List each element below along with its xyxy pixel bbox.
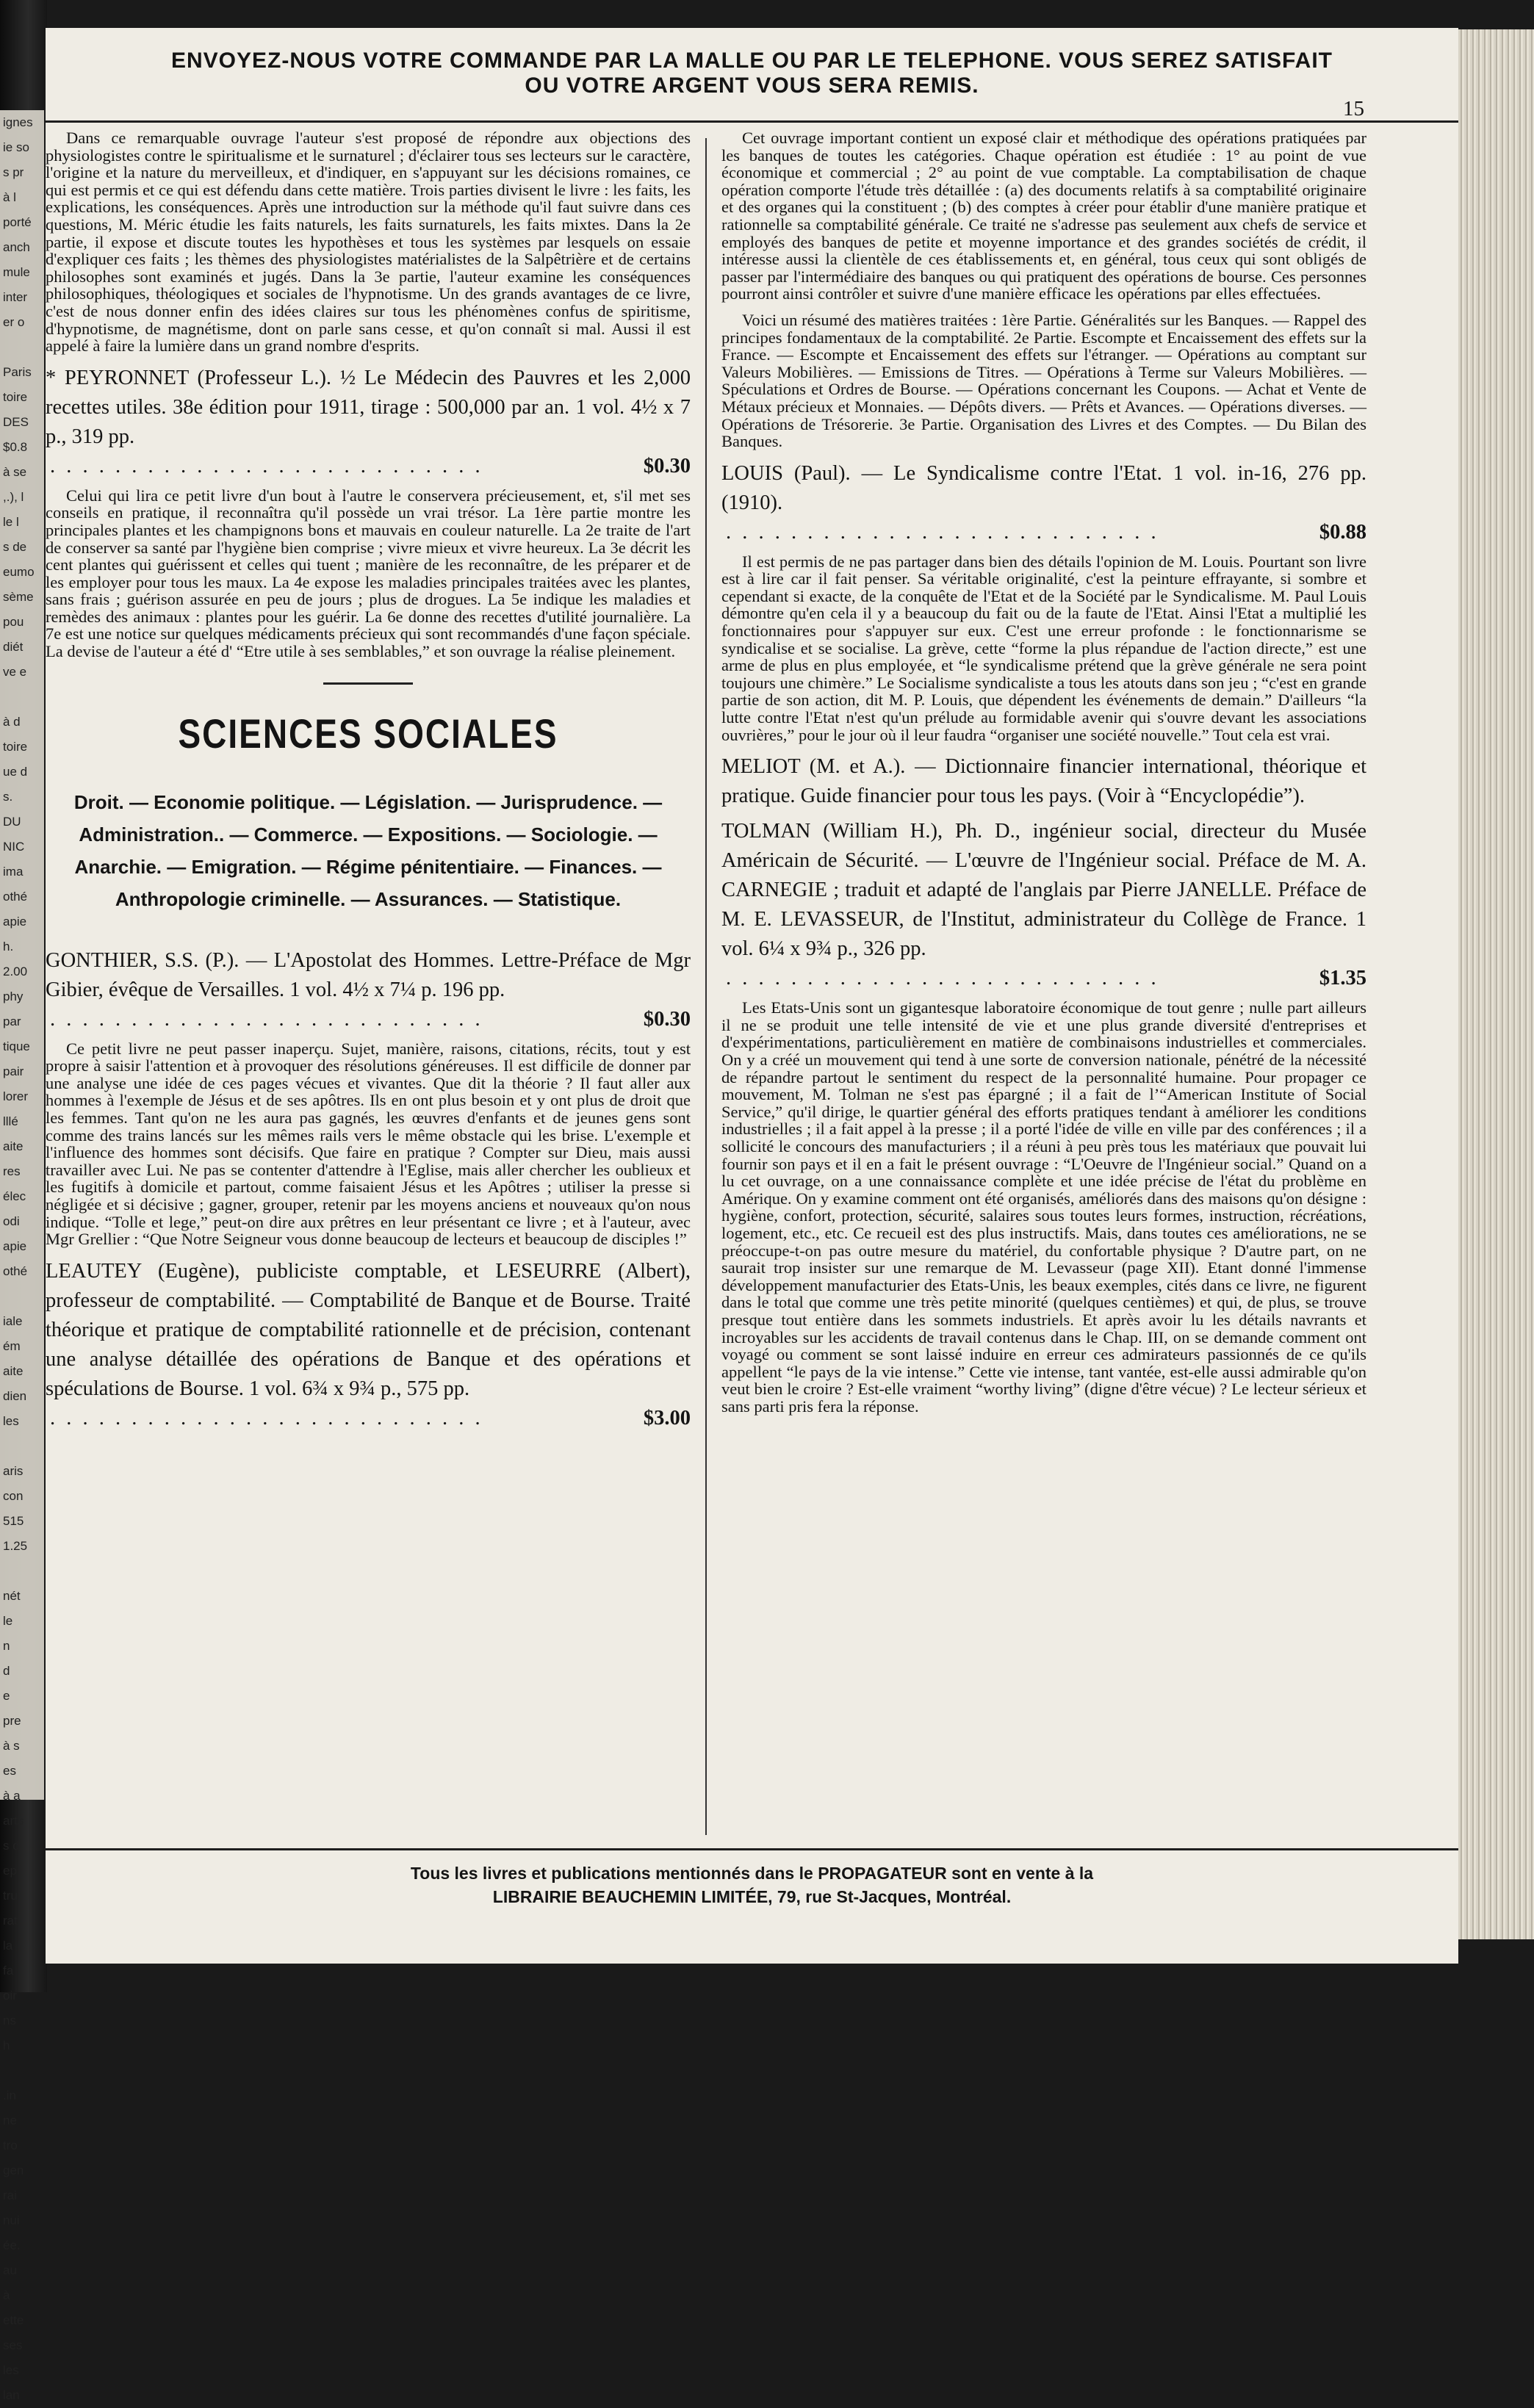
edge-fragment: ue d — [3, 765, 28, 779]
edge-fragment: $0.8 — [3, 440, 28, 454]
edge-fragment: res — [3, 1164, 21, 1178]
edge-fragment: à d — [3, 715, 21, 729]
banque-description-1: Cet ouvrage important contient un exposé clair et méthodique des opérations pratiquées par les banques de toutes les catégories. Chaque opération est étudiée : 1° au point de vue économique et commercial ; 2° au point de vue comptable. La comptabilisation de chaque opération comporte l'étude très détaillée : (a) des documents relatifs à sa comptabilité originaire et des organes qui la constituent ; (b) des comptes à créer pour établir d'une manière pratique et rationnelle sa comptabilité générale. Ce traité ne s'adresse pas seulement aux chefs de service et employés des banques de petite et moyenne importance et des grandes sociétés de crédit, il intéresse aussi la clientèle de ces établissements et, en général, tous ceux qui sont obligés de passer par l'intermédiaire des banques ou qui pratiquent des opérations de bourse. Ces personnes pourront ainsi contrôler et suivre d'une manière efficace les opérations par elles effectuées. — [721, 129, 1366, 303]
peyronnet-title: * PEYRONNET (Professeur L.). ½ Le Médecin des Pauvres et les 2,000 recettes utiles. 38e édition pour 1911, tirage : 500,000 par an. 1 vol. 4½ x 7 p., 319 pp. — [46, 366, 691, 448]
banque-description-2: Voici un résumé des matières traitées : 1ère Partie. Généralités sur les Banques. — Rappel des principes fondamentaux de la comptabilité. 2e Partie. Escompte et Encaissement des effets sur la France. — Escompte et Encaissement des effets sur l'étranger. — Opérations au comptant sur Valeurs Mobilières. — Emissions de Titres. — Opérations à Terme sur Valeurs Mobilières. — Spéculations et Ordres de Bourse. — Opérations concernant les Coupons. — Achat et Vente de Métaux précieux et Monnaies. — Dépôts divers. — Prêts et Avances. — Opérations diverses. — Opérations de Trésorerie. 3e Partie. Organisation des Livres et des Comptes. — Du Bilan des Banques. — [721, 310, 1366, 451]
edge-fragment: le l — [3, 515, 19, 529]
edge-fragment: apie — [3, 1239, 27, 1253]
header-line-1: ENVOYEZ-NOUS VOTRE COMMANDE PAR LA MALLE OU PAR LE TELEPHONE. VOUS SEREZ SATISFAIT — [171, 48, 1333, 73]
tolman-description: Les Etats-Unis sont un gigantesque laboratoire économique de tout genre ; nulle part ailleurs il ne se produit une telle intensité de vie et une plus grande diversité d'entreprises et d'expérimentations, particulièrement en matière de combinaisons industrielles et commerciales. On y a créé un mouvement qui tend à une sorte de conversion nationale, pénétré de la nécessité de répandre partout le sentiment du respect de la personnalité humaine. Pour propager ce mouvement, M. Tolman ne s'est pas épargné ; il a fait de l’“American Institute of Social Service,” qu'il dirige, le quartier général des efforts pratiques tendant à améliorer les conditions industrielles ; il a fait appel à la presse ; il a porté l'idée de ville en ville par des conférences ; il a sollicité le concours des manufacturiers ; il a réuni à peu près tous les matériaux que pouvait lui fournir son pays et il en a fait le présent ouvrage : “L'Oeuvre de l'Ingénieur social.” Quand on a lu cet ouvrage, on a une connaissance complète et une idée précise de l'état du problème en Amérique. On y examine comment ont été organisés, améliorés dans des maisons qu'on désigne : hygiène, confort, protection, sécurité, salaires sous toutes leurs formes, instruction, récréations, logement, etc., etc. Ce recueil est des plus instructifs. Mais, dans toutes ces améliorations, ne se préoccupe-t-on pas outre mesure du matériel, du confortable physique ? D'autre part, on ne saurait trop insister sur une remarque de M. Levasseur (page XII). Etant donné l'immense développement manufacturier des Etats-Unis, les beaux exemples, cités dans ce livre, ne figurent dans le total que comme une très petite minorité (quelques centièmes) et qui, de plus, se trouve presque tout entière dans les sommets industriels. Et après avoir lu les détails navrants et incroyables sur les accidents de travail contenus dans le Chap. III, on se demande comment ont voyagé ou comment se sont laissé induire en erreur ces admirateurs passionnés de ce qu'ils appellent “le pays de la vie intense.” Cette vie intense, tant vantée, est-elle aussi admirable qu'on veut bien le croire ? Est-elle vraiment “worthy living” (digne d'être vécue) ? Le lecteur sérieux et sans parti pris fera la réponse. — [721, 998, 1366, 1416]
edge-fragment: lllé — [3, 1114, 18, 1128]
edge-fragment: othé — [3, 1264, 28, 1278]
peyronnet-entry: * PEYRONNET (Professeur L.). ½ Le Médecin des Pauvres et les 2,000 recettes utiles. 38e édition pour 1911, tirage : 500,000 par an. 1 vol. 4½ x 7 p., 319 pp. . . . . . . . . . . . . . . . . . . . . . . . . . . . $0.30 — [46, 364, 691, 481]
page-stack-edge — [1458, 29, 1534, 1939]
edge-fragment — [0, 1284, 44, 1309]
edge-fragment: aite — [3, 1364, 24, 1378]
edge-fragment: toire — [3, 390, 28, 404]
louis-entry: LOUIS (Paul). — Le Syndicalisme contre l'Etat. 1 vol. in-16, 276 pp. (1910). . . . . . . . . . . . . . . . . . . . . . . . . . . . $0.88 — [721, 459, 1366, 547]
header-rule — [46, 120, 1458, 123]
edge-fragment: apie — [3, 915, 27, 929]
edge-fragment: anch — [3, 240, 30, 254]
edge-fragment: fa — [3, 1964, 14, 1978]
edge-fragment: ém — [3, 1339, 21, 1353]
facing-page-edge — [0, 110, 44, 2402]
gonthier-price: $0.30 — [643, 1007, 691, 1031]
louis-title: LOUIS (Paul). — Le Syndicalisme contre l'Etat. 1 vol. in-16, 276 pp. (1910). — [721, 461, 1366, 514]
edge-fragment: à se — [3, 465, 27, 479]
leautey-title: LEAUTEY (Eugène), publiciste comptable, et LESEURRE (Albert), professeur de comptabilité. — Comptabilité de Banque et de Bourse. Traité théorique et pratique de comptabilité rationnelle et de précision, contenant une analyse détaillée des opérations de Banque et des opérations et spéculations de Bourse. 1 vol. 6¾ x 9¾ p., 575 pp. — [46, 1259, 691, 1400]
edge-fragment: odi — [3, 1214, 20, 1228]
edge-fragment: h — [3, 2038, 10, 2052]
edge-fragment: rati — [3, 1914, 21, 1928]
edge-fragment: n — [3, 1639, 10, 1653]
edge-fragment: h. — [3, 940, 14, 954]
edge-fragment: à s — [3, 1739, 20, 1753]
edge-fragment: 1.25 — [3, 1539, 28, 1553]
edge-fragment: diét — [3, 640, 24, 654]
edge-fragment: par — [3, 1014, 21, 1028]
edge-fragment: ée. — [3, 2238, 21, 2252]
edge-fragment: élec — [3, 1189, 26, 1203]
leautey-entry: LEAUTEY (Eugène), publiciste comptable, et LESEURRE (Albert), professeur de comptabilité. — Comptabilité de Banque et de Bourse. Traité théorique et pratique de comptabilité rationnelle et de précision, contenant une analyse détaillée des opérations de Banque et des opérations et spéculations de Bourse. 1 vol. 6¾ x 9¾ p., 575 pp. . . . . . . . . . . . . . . . . . . . . . . . . . . . $3.00 — [46, 1257, 691, 1433]
edge-fragment: les — [3, 2363, 19, 2377]
edge-fragment: pou — [3, 615, 24, 629]
edge-fragment: e — [3, 1689, 10, 1703]
edge-fragment: ne — [3, 2113, 17, 2127]
edge-fragment: 515 — [3, 1514, 24, 1528]
edge-fragment: nui — [3, 2213, 20, 2227]
edge-fragment: au — [3, 2263, 17, 2277]
edge-fragment: toire — [3, 740, 28, 754]
left-column — [46, 129, 691, 1439]
edge-fragment: gen — [3, 2163, 24, 2177]
louis-price: $0.88 — [1319, 520, 1366, 544]
edge-fragment: tru — [3, 1889, 18, 1903]
edge-fragment: othé — [3, 890, 28, 904]
edge-fragment: d — [3, 1664, 10, 1678]
section-topics: Droit. — Economie politique. — Législation. — Jurisprudence. — Administration.. — Commerce. — Expositions. — Sociologie. — Anarchie. — Emigration. — Régime pénitentiaire. — Finances. — Anthropologie criminelle. — Assurances. — Statistique. — [73, 790, 663, 910]
edge-fragment: le — [3, 1614, 13, 1628]
edge-fragment: DES — [3, 415, 29, 429]
gonthier-entry: GONTHIER, S.S. (P.). — L'Apostolat des Hommes. Lettre-Préface de Mgr Gibier, évêque de Versailles. 1 vol. 4½ x 7¼ p. 196 pp. . . . . . . . . . . . . . . . . . . . . . . . . . . . $0.30 — [46, 946, 691, 1034]
page-footer — [46, 1861, 1458, 1908]
edge-fragment: à a — [3, 1789, 21, 1803]
footer-line-1: Tous les livres et publications mentionnés dans le PROPAGATEUR sont en vente à la — [410, 1864, 1094, 1883]
edge-fragment: pre — [3, 1714, 21, 1728]
edge-fragment: ima — [3, 865, 24, 879]
tolman-title: TOLMAN (William H.), Ph. D., ingénieur social, directeur du Musée Américain de Sécurité. — L'œuvre de l'Ingénieur social. Préface de M. A. CARNEGIE ; traduit et adapté de l'anglais par Pierre JANELLE. Préface de M. E. LEVASSEUR, de l'Institut, administrateur du Collège de France. 1 vol. 6¼ x 9¾ p., 326 pp. — [721, 820, 1366, 961]
edge-fragment: eumo — [3, 565, 35, 579]
edge-fragment: iale — [3, 1314, 23, 1328]
edge-fragment: ses — [3, 2338, 23, 2352]
edge-fragment: nét — [3, 1589, 21, 1603]
edge-fragment: .in — [3, 2088, 16, 2102]
edge-fragment — [0, 685, 44, 710]
louis-description: Il est permis de ne pas partager dans bien des détails l'opinion de M. Louis. Pourtant son livre est à lire car il fait penser. Sa véritable originalité, c'est la peinture effrayante, si sombre et cependant si exacte, de la conquête de l'Etat et de la Société par le Syndicalisme. M. Paul Louis démontre qu'en cela il y a beaucoup du fait ou de la faute de l'Etat. Ainsi l'Etat a multiplié les fonctionnaires pour s'appuyer sur eux. C'est une erreur profonde : le fonctionnarisme se syndicalise et se socialise. La grève, cette “forme la plus répandue de l'action directe,” est une arme de plus en plus employée, et “le syndicalisme prétend que la grève générale ne sera point toujours une chimère.” Le Socialisme syndicaliste a tous les atouts dans son jeu ; “c'est en grande partie de son action, dit M. P. Louis, que dépendent les événements de demain.” D'ailleurs “la lutte contre l'Etat n'est qu'un prélude au formidable avenir qui s'ouvre devant les associations ouvrières,” pour le jour où il leur faudra “organiser une société nouvelle.” Tout cela est vrai. — [721, 552, 1366, 744]
edge-fragment: ie so — [3, 140, 29, 154]
right-column — [721, 129, 1366, 1424]
edge-fragment: Paris — [3, 365, 32, 379]
edge-fragment: NIC — [3, 840, 25, 854]
gonthier-description: Ce petit livre ne peut passer inaperçu. Sujet, manière, raisons, citations, récits, tout y est propre à saisir l'attention et à provoquer des résolutions généreuses. Il est difficile de donner par une analyse une idée de ces pages vécues et vivantes. Que dit la théorie ? Il faut aller aux hommes à l'exemple de Jésus et de ses apôtres. Ils en ont plus besoin et y ont plus de droit que les femmes. Tant qu'on ne les aura pas gagnés, les œuvres d'enfants et de jeunes gens sont comme des trains lancés sur les mêmes rails vers le même obstacle qui les brise. L'exemple et l'influence des hommes sont décisifs. Que faire en pratique ? Compter sur Dieu, mais aussi travailler avec Lui. Ne pas se contenter d'attendre à l'Eglise, mais aller chercher les oublieux et les fugitifs à domicile et partout, comme faisaient Jésus et les Apôtres ; utiliser la presse si négligée et si décisive ; gagner, grouper, retenir par les moyens anciens et nouveaux qu'on nous indique. “Tolle et lege,” peut-on dire aux prêtres en leur présentant ce livre ; et à l'auteur, avec Mgr Grellier : “Que Notre Seigneur vous donne beaucoup de lecteurs et beaucoup de disciples !” — [46, 1039, 691, 1249]
header-line-2: OU VOTRE ARGENT VOUS SERA REMIS. — [525, 73, 979, 98]
peyronnet-price: $0.30 — [643, 454, 691, 477]
edge-fragment — [0, 2058, 44, 2083]
edge-fragment: à l — [3, 190, 16, 204]
edge-fragment: ep — [3, 1864, 17, 1878]
edge-fragment: lorer — [3, 1089, 29, 1103]
edge-fragment: ve e — [3, 665, 27, 679]
leautey-price: $3.00 — [643, 1406, 691, 1430]
edge-fragment — [0, 1434, 44, 1459]
section-title: SCIENCES SOCIALES — [178, 710, 558, 757]
meliot-entry: MELIOT (M. et A.). — Dictionnaire financier international, théorique et pratique. Guide financier pour tous les pays. (Voir à “Encyclopédie”). — [721, 755, 1366, 808]
edge-fragment: tro — [3, 2138, 18, 2152]
document-page — [46, 28, 1458, 1964]
edge-fragment: mule — [3, 265, 30, 279]
edge-fragment: DU — [3, 815, 21, 829]
edge-fragment: s d — [3, 1839, 20, 1853]
edge-fragment: tique — [3, 1039, 30, 1053]
column-rule — [705, 138, 707, 1835]
edge-fragment: ignes — [3, 115, 33, 129]
edge-fragment: es — [3, 1764, 16, 1778]
edge-fragment: s pr — [3, 165, 24, 179]
edge-fragment: sème — [3, 590, 34, 604]
edge-fragment: porté — [3, 215, 32, 229]
gonthier-title: GONTHIER, S.S. (P.). — L'Apostolat des Hommes. Lettre-Préface de Mgr Gibier, évêque de Versailles. 1 vol. 4½ x 7¼ p. 196 pp. — [46, 948, 691, 1001]
meric-description: Dans ce remarquable ouvrage l'auteur s'est proposé de répondre aux objections des physiologistes contre le spiritualisme et le surnaturel ; d'éclairer tous ses lecteurs sur le caractère, l'origine et la nature du merveilleux, et d'indiquer, en s'appuyant sur les décisions romaines, ce qui est permis et ce qui est défendu dans cette matière. Trois parties divisent le livre : les faits, les explications, les conséquences. Après une introduction sur la méthode qu'il faut suivre dans ces questions, M. Méric étudie les faits naturels, les faits surnaturels, les faits mixtes. Dans la 2e partie, il expose et discute toutes les hypothèses et tous les systèmes par lesquels on essaie d'expliquer ces faits ; les thèmes des physiologistes matérialistes de la Salpêtrière et de certains philosophes sont examinés et jugés. Dans la 3e partie, l'auteur examine les conséquences philosophiques, théologiques et sociales de l'hypnotisme. Un des grands avantages de ce livre, c'est de nous donner enfin des idées claires sur tous les phénomènes confus de spiritisme, d'hypnotisme, de magnétisme, dont on parle sans cesse, et qu'on connaît si mal. Aussi il est appelé à faire la lumière dans un grand nombre d'esprits. — [46, 129, 691, 356]
footer-rule — [46, 1848, 1458, 1850]
page-header — [46, 48, 1458, 98]
edge-fragment: phy — [3, 989, 24, 1003]
edge-fragment: ns — [3, 2014, 16, 2027]
edge-fragment — [0, 335, 44, 360]
edge-fragment: er o — [3, 315, 25, 329]
edge-fragment: aris — [3, 1464, 24, 1478]
edge-fragment — [0, 1559, 44, 1584]
edge-fragment: inter — [3, 290, 28, 304]
edge-fragment: aite — [3, 1139, 24, 1153]
edge-fragment: ,.), l — [3, 490, 24, 504]
edge-fragment: s de — [3, 540, 27, 554]
edge-fragment: s. — [3, 790, 13, 804]
page-number: 15 — [1343, 97, 1364, 120]
edge-fragment: 2.00 — [3, 965, 28, 978]
edge-fragment: lan — [3, 2388, 20, 2402]
tolman-price: $1.35 — [1319, 967, 1366, 990]
peyronnet-description: Celui qui lira ce petit livre d'un bout à l'autre le conservera précieusement, et, s'il met ses conseils en pratique, il reconnaîtra qu'il possède un vrai trésor. La 1ère partie montre les principales plantes et les champignons bons et mauvais en couleur naturelle. La 2e traite de l'art de conserver sa santé par l'hygiène bien comprise ; vivre mieux et vivre heureux. La 3e décrit les cent plantes qui guérissent et celles qui tuent ; manière de les reconnaître, de les préparer et de les employer pour tous les maux. La 4e expose les maladies principales traitées avec les plantes, sans frais ; guérison assurée en peu de jours ; plus de drogues. La 5e indique les maladies et remèdes des animaux : plantes pour les guérir. La 6e donne des recettes d'utilité journalière. La 7e est une notice sur quelques médicaments précieux qui sont recommandés d'une façon spéciale. La devise de l'auteur a été d' “Etre utile à ses semblables,” et son ouvrage la réalise pleinement. — [46, 486, 691, 661]
edge-fragment: les — [3, 1414, 19, 1428]
edge-fragment: à — [3, 2288, 10, 2302]
edge-fragment: oir — [3, 1989, 17, 2003]
edge-fragment: arts — [3, 1814, 24, 1828]
edge-fragment: dien — [3, 1389, 27, 1403]
tolman-entry: TOLMAN (William H.), Ph. D., ingénieur social, directeur du Musée Américain de Sécurité. — L'œuvre de l'Ingénieur social. Préface de M. A. CARNEGIE ; traduit et adapté de l'anglais par Pierre JANELLE. Préface de M. E. LEVASSEUR, de l'Institut, administrateur du Collège de France. 1 vol. 6¼ x 9¾ p., 326 pp. . . . . . . . . . . . . . . . . . . . . . . . . . . . $1.35 — [721, 817, 1366, 993]
edge-fragment: pair — [3, 1064, 24, 1078]
section-divider — [323, 682, 413, 685]
edge-fragment: con — [3, 1489, 24, 1503]
edge-fragment: la — [3, 1939, 13, 1953]
edge-fragment: ette — [3, 2313, 24, 2327]
edge-fragment: rai — [3, 2188, 17, 2202]
footer-line-2: LIBRAIRIE BEAUCHEMIN LIMITÉE, 79, rue St-Jacques, Montréal. — [492, 1887, 1012, 1906]
